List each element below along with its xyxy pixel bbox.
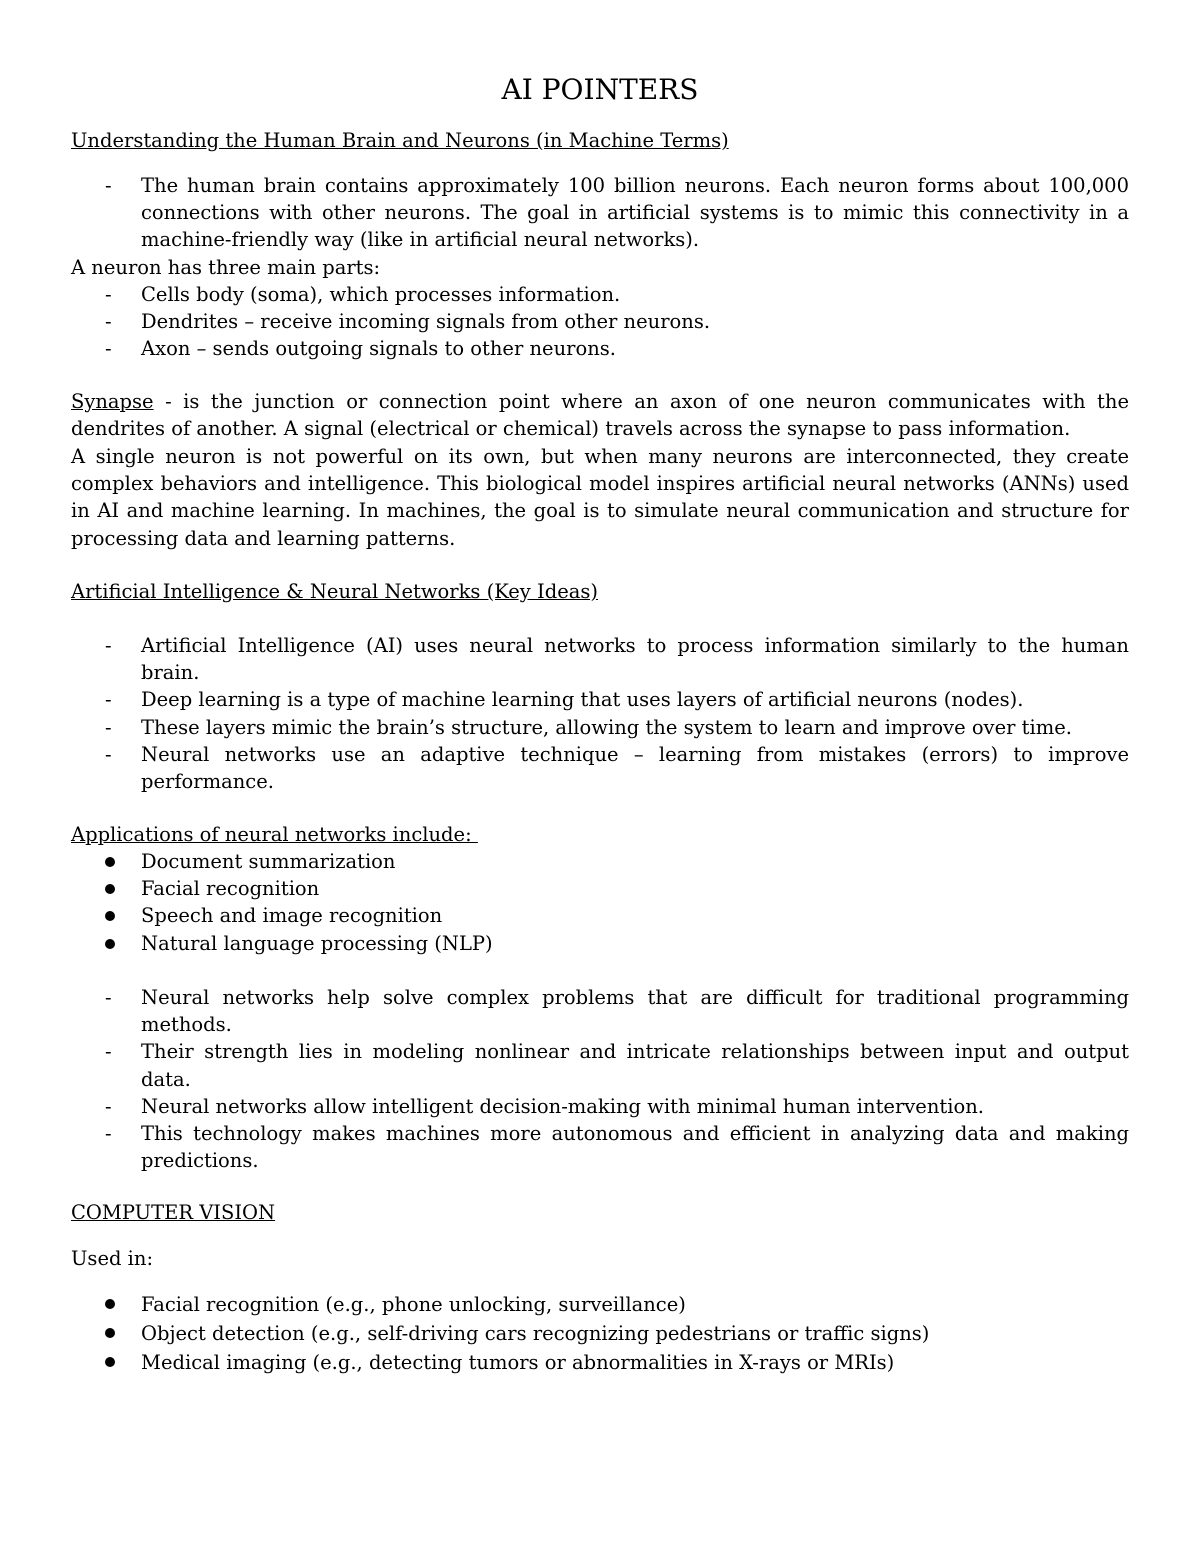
section2-list [71,632,1129,795]
dash-marker: - [105,1122,112,1146]
list-item [71,308,1129,335]
list-item-text: These layers mimic the brain’s structure, allowing the system to learn and improve over time. [141,715,1072,739]
applications-bullet-list [71,848,1129,957]
list-item-text: Deep learning is a type of machine learning that uses layers of artificial neurons (nodes). [141,688,1024,712]
neuron-parts-list [71,281,1129,363]
list-item [71,335,1129,362]
list-item-text: Neural networks help solve complex problems that are difficult for traditional programming methods. [141,986,1129,1037]
list-item [71,281,1129,308]
computer-vision-bullet-list [71,1290,1129,1377]
list-item-text: Facial recognition (e.g., phone unlocking, surveillance) [141,1293,686,1316]
list-item [71,1093,1129,1120]
dash-marker: - [105,1040,112,1064]
bullet-icon [105,857,115,867]
list-item [71,714,1129,741]
list-item-text: Natural language processing (NLP) [141,931,493,955]
used-in-label: Used in: [71,1247,154,1270]
list-item [71,741,1129,795]
dash-marker: - [105,174,112,197]
list-item [71,1348,1129,1377]
dash-marker: - [105,337,112,361]
bullet-icon [105,911,115,921]
dash-marker: - [105,715,112,739]
neuron-parts-lead: A neuron has three main parts: [71,256,381,279]
dash-marker: - [105,283,112,306]
list-item-text: Neural networks allow intelligent decision-making with minimal human intervention. [141,1094,984,1118]
list-item [71,984,1129,1038]
list-item-text: Document summarization [141,850,396,873]
list-item [71,930,1129,957]
list-item-text: Object detection (e.g., self-driving cars recognizing pedestrians or traffic signs) [141,1322,930,1345]
section3-list [71,984,1129,1174]
list-item [71,1038,1129,1092]
dash-marker: - [105,986,112,1009]
dash-marker: - [105,634,112,657]
list-item [71,632,1129,686]
list-item [71,848,1129,875]
list-item [71,1120,1129,1174]
list-item [71,1290,1129,1319]
list-item [71,172,1129,254]
list-item-text: Artificial Intelligence (AI) uses neural networks to process information similarly to the human brain. [141,634,1129,685]
synapse-term: Synapse [71,390,154,413]
section4-heading: COMPUTER VISION [71,1201,276,1224]
dash-marker: - [105,1094,112,1118]
bullet-icon [105,884,115,894]
synapse-paragraph [71,388,1129,442]
section2-heading: Artificial Intelligence & Neural Networks (Key Ideas) [71,580,598,603]
dash-marker: - [105,688,112,712]
list-item-text: The human brain contains approximately 100 billion neurons. Each neuron forms about 100,000 connections with other neurons. The goal in artificial systems is to mimic this connectivity in a machine-friendly way (like in artificial neural networks). [141,174,1129,252]
list-item-text: This technology makes machines more autonomous and efficient in analyzing data and making predictions. [141,1122,1129,1173]
document-title: AI POINTERS [501,73,699,106]
neuron-paragraph: A single neuron is not powerful on its own, but when many neurons are interconnected, they create complex behaviors and intelligence. This biological model inspires artificial neural networks (ANNs) used in AI and machine learning. In machines, the goal is to simulate neural communication and structure for processing data and learning patterns. [71,445,1129,550]
list-item [71,1319,1129,1348]
list-item [71,902,1129,929]
dash-marker: - [105,310,112,334]
list-item-text: Facial recognition [141,877,320,901]
list-item-text: Their strength lies in modeling nonlinear and intricate relationships between input and output data. [141,1040,1129,1091]
list-item-text: Dendrites – receive incoming signals from other neurons. [141,310,711,334]
section3-heading: Applications of neural networks include: [71,823,478,846]
list-item-text: Medical imaging (e.g., detecting tumors or abnormalities in X-rays or MRIs) [141,1351,895,1374]
section1-intro-list [71,172,1129,254]
dash-marker: - [105,742,112,766]
list-item-text: Cells body (soma), which processes information. [141,283,621,306]
bullet-icon [105,1357,115,1367]
bullet-icon [105,1328,115,1338]
synapse-text: - is the junction or connection point where an axon of one neuron communicates with the dendrites of another. A signal (electrical or chemical) travels across the synapse to pass information. [71,390,1129,441]
list-item-text: Speech and image recognition [141,904,443,928]
list-item [71,686,1129,713]
list-item [71,875,1129,902]
section1-heading: Understanding the Human Brain and Neurons (in Machine Terms) [71,129,729,152]
bullet-icon [105,1299,115,1309]
bullet-icon [105,939,115,949]
list-item-text: Neural networks use an adaptive technique – learning from mistakes (errors) to improve performance. [141,742,1129,794]
list-item-text: Axon – sends outgoing signals to other neurons. [141,337,616,361]
